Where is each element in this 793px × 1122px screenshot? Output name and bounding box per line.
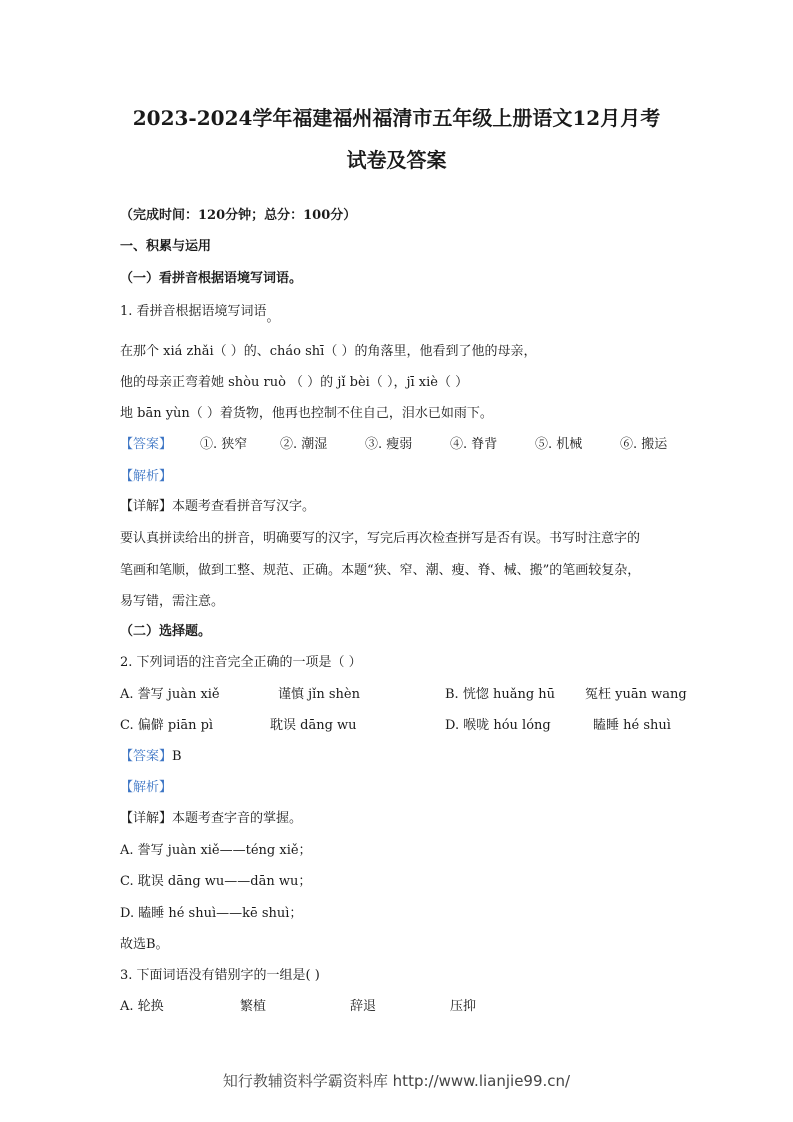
- q1-text-line2: 他的母亲正弯着她 shòu ruò （ ）的 jǐ bèi（ ），jī xiè（ ）: [120, 375, 469, 390]
- q2-detail: [120, 809, 302, 829]
- answer-item-2: ②. 潮湿: [280, 437, 328, 452]
- q1-analysis-label: 【解析】: [120, 469, 173, 484]
- q2-explain-c: C. 耽误 dāng wu——dān wu；: [120, 874, 312, 889]
- q3-option-a-word3: 辞退: [350, 999, 377, 1014]
- q1-detail: [120, 497, 315, 517]
- part2-heading: （二）选择题。: [120, 624, 212, 639]
- detail-text: 本题考查字音的掌握。: [172, 811, 303, 826]
- q1-text-line3: 地 bān yùn（ ）着货物，他再也控制不住自己，泪水已如雨下。: [120, 406, 493, 421]
- answer-item-6: ⑥. 搬运: [620, 437, 668, 452]
- q1-explain-line3: 易写错，需注意。: [120, 594, 225, 609]
- q3-stem: 3. 下面词语没有错别字的一组是( ): [120, 968, 320, 983]
- q1-stem: [120, 302, 280, 325]
- q2-option-d-word1: D. 喉咙 hóu lóng: [445, 718, 551, 733]
- answer-item-1: ①. 狭窄: [200, 437, 248, 452]
- exam-info: （完成时间：120分钟；总分：100分）: [120, 208, 357, 223]
- answer-value: B: [172, 749, 182, 764]
- q2-option-b-word1: B. 恍惚 huǎng hū: [445, 687, 556, 702]
- q2-option-b-word2: 冤枉 yuān wang: [585, 687, 687, 702]
- footer-watermark: 知行教辅资料学霸资料库 http://www.lianjie99.cn/: [222, 1072, 571, 1090]
- q2-option-c-word1: C. 偏僻 piān pì: [120, 718, 214, 733]
- q1-stem-text: 1. 看拼音根据语境写词语: [120, 304, 267, 319]
- answer-label: 【答案】: [120, 749, 173, 764]
- q2-stem: 2. 下列词语的注音完全正确的一项是（ ）: [120, 655, 362, 670]
- q3-option-a-word1: A. 轮换: [120, 999, 164, 1014]
- detail-text: 本题考查看拼音写汉字。: [172, 499, 316, 514]
- detail-label: 【详解】: [120, 811, 173, 826]
- q2-analysis-label: 【解析】: [120, 780, 173, 795]
- q2-option-a-word1: A. 誊写 juàn xiě: [120, 687, 220, 702]
- q2-explain-a: A. 誊写 juàn xiě——téng xiě；: [120, 843, 312, 858]
- document-title-line2: 试卷及答案: [346, 148, 447, 172]
- q2-option-c-word2: 耽误 dāng wu: [270, 718, 357, 733]
- q1-answer-row: [120, 435, 680, 455]
- part1-heading: （一）看拼音根据语境写词语。: [120, 271, 303, 286]
- q2-conclusion: 故选B。: [120, 937, 169, 952]
- answer-item-5: ⑤. 机械: [535, 437, 583, 452]
- detail-label: 【详解】: [120, 499, 173, 514]
- q2-explain-d: D. 瞌睡 hé shuì——kē shuì；: [120, 906, 303, 921]
- q2-answer: [120, 747, 182, 767]
- q1-text-line1: 在那个 xiá zhǎi（ ）的、cháo shī（ ）的角落里，他看到了他的母亲，: [120, 344, 537, 359]
- answer-item-4: ④. 脊背: [450, 437, 498, 452]
- document-title-line1: 2023-2024学年福建福州福清市五年级上册语文12月月考: [132, 106, 661, 130]
- q3-option-a-word2: 繁植: [240, 999, 267, 1014]
- answer-label: 【答案】: [120, 437, 173, 452]
- q1-stem-mark: 。: [266, 310, 280, 325]
- q3-option-a-word4: 压抑: [450, 999, 477, 1014]
- section-heading: 一、积累与运用: [120, 239, 212, 254]
- q2-option-d-word2: 瞌睡 hé shuì: [593, 718, 671, 733]
- q1-explain-line2: 笔画和笔顺，做到工整、规范、正确。本题“狭、窄、潮、瘦、脊、械、搬”的笔画较复杂，: [120, 563, 641, 578]
- answer-item-3: ③. 瘦弱: [365, 437, 413, 452]
- q2-option-a-word2: 谨慎 jǐn shèn: [278, 687, 360, 702]
- q1-explain-line1: 要认真拼读给出的拼音，明确要写的汉字，写完后再次检查拼写是否有误。书写时注意字的: [120, 531, 641, 546]
